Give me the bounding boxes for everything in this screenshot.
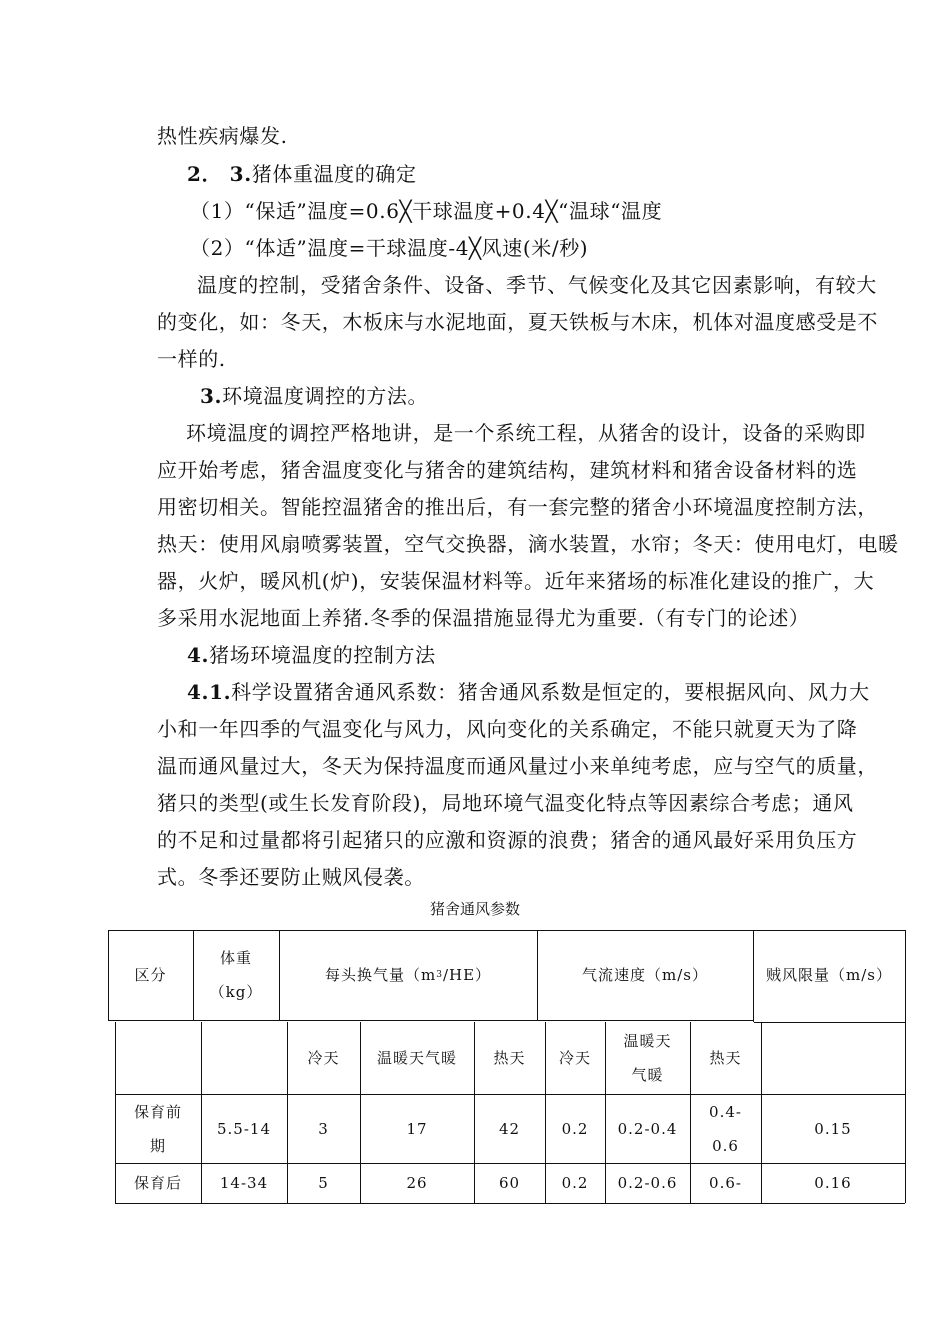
paragraph-line xyxy=(157,599,907,637)
paragraph-line xyxy=(157,488,907,526)
paragraph-line xyxy=(157,747,907,785)
header-air-exchange-unit: /HE） xyxy=(442,966,492,984)
table-cell-weight: 14-34 xyxy=(219,1174,269,1192)
table-border xyxy=(754,1022,905,1023)
table-cell xyxy=(690,1094,761,1163)
table-cell-weight: 5.5-14 xyxy=(216,1119,271,1138)
subheader-hot: 热天 xyxy=(493,1049,526,1067)
table-cell: 3 xyxy=(318,1119,329,1138)
table-cell: 26 xyxy=(406,1174,428,1192)
table-cell: 60 xyxy=(498,1174,521,1192)
table-cell: 0.16 xyxy=(814,1174,852,1192)
cell-text: 期 xyxy=(149,1136,166,1155)
text-line: 科学设置猪舍通风系数：猪舍通风系数是恒定的，要根据风向、风力大 xyxy=(231,680,870,704)
text-line: 的不足和过量都将引起猪只的应激和资源的浪费；猪舍的通风最好采用负压方 xyxy=(157,828,858,852)
text-line: 小和一年四季的气温变化与风力，风向变化的关系确定，不能只就夏天为了降 xyxy=(157,717,858,741)
section-title: 猪场环境温度的控制方法 xyxy=(209,643,436,667)
table-cell: 0.2 xyxy=(561,1174,589,1192)
table-cell-stage xyxy=(115,1094,201,1163)
table-cell: 5 xyxy=(318,1174,329,1192)
paragraph-line xyxy=(157,858,907,896)
cell-text: 0.6 xyxy=(712,1136,739,1155)
table-cell: 0.6- xyxy=(709,1174,742,1192)
text-line: 热性疾病爆发. xyxy=(157,124,288,148)
table-cell-stage: 保育后 xyxy=(133,1174,182,1192)
table-border xyxy=(905,930,906,1022)
subheader-hot: 热天 xyxy=(709,1049,742,1067)
header-weight xyxy=(193,930,279,1020)
paragraph-line xyxy=(157,710,907,748)
section-title: 环境温度调控的方法。 xyxy=(222,384,429,408)
formula-body: （2）“体适”温度=干球温度-4╳风速(米/秒) xyxy=(190,236,589,260)
subheader-cold: 冷天 xyxy=(307,1049,340,1067)
header-weight-label: 体重 xyxy=(219,949,252,967)
paragraph-line xyxy=(157,525,907,563)
subheader-cold: 冷天 xyxy=(558,1049,591,1067)
text-line: 热天：使用风扇喷雾装置，空气交换器，滴水装置，水帘；冬天：使用电灯，电暖 xyxy=(157,532,899,556)
section-heading-4 xyxy=(187,636,937,674)
subheader-warm: 温暖天气暖 xyxy=(376,1049,457,1067)
table-border xyxy=(115,1203,905,1204)
section-title: 猪体重温度的确定 xyxy=(251,162,417,186)
text-line: 用密切相关。智能控温猪舍的推出后，有一套完整的猪舍小环境温度控制方法， xyxy=(157,495,878,519)
text-line: 式。冬季还要防止贼风侵袭。 xyxy=(157,865,425,889)
header-weight-unit: （kg） xyxy=(209,983,263,1001)
text-line: 器，火炉，暖风机(炉)，安装保温材料等。近年来猪场的标准化建设的推广，大 xyxy=(157,569,875,593)
table-caption: 猪舍通风参数 xyxy=(429,900,520,918)
paragraph-line xyxy=(157,451,907,489)
subheader-text: 气暖 xyxy=(631,1066,664,1084)
formula-comfort: （1）“保适”温度=0.6╳干球温度+0.4╳“温球“温度 xyxy=(190,199,663,223)
formula-line xyxy=(190,192,940,230)
cell-text: 保育前 xyxy=(133,1102,182,1121)
table-cell: 42 xyxy=(498,1119,521,1138)
paragraph-line xyxy=(157,562,907,600)
section-heading-2-3 xyxy=(187,155,937,193)
table-border xyxy=(108,1020,754,1021)
subheader-text: 温暖天 xyxy=(623,1032,672,1050)
paragraph-line xyxy=(157,117,907,155)
paragraph-line xyxy=(187,673,937,711)
header-airflow: 气流速度（m/s） xyxy=(582,966,708,984)
text-line: 一样的. xyxy=(157,347,226,371)
text-line: 温度的控制，受猪舍条件、设备、季节、气候变化及其它因素影响，有较大 xyxy=(197,273,877,297)
section-number: 2． 3. xyxy=(187,162,252,186)
paragraph-line xyxy=(157,784,907,822)
table-cell: 0.15 xyxy=(814,1119,852,1138)
section-number: 4.1. xyxy=(187,680,232,704)
section-number: 4. xyxy=(187,643,210,667)
text-line: 温而通风量过大，冬天为保持温度而通风量过小来单纯考虑，应与空气的质量， xyxy=(157,754,878,778)
table-cell: 17 xyxy=(406,1119,428,1138)
paragraph-line xyxy=(157,340,907,378)
text-line: 猪只的类型(或生长发育阶段)，局地环境气温变化特点等因素综合考虑；通风 xyxy=(157,791,854,815)
header-air-exchange: 每头换气量（m 3 /HE） xyxy=(279,930,537,1020)
table-cell: 0.2 xyxy=(561,1119,589,1138)
cell-text: 0.4- xyxy=(709,1102,742,1121)
text-line: 多采用水泥地面上养猪.冬季的保温措施显得尤为重要.（有专门的论述） xyxy=(157,606,810,630)
table-cell: 0.2-0.4 xyxy=(617,1119,678,1138)
text-line: 的变化，如：冬天，木板床与水泥地面，夏天铁板与木床，机体对温度感受是不 xyxy=(157,310,878,334)
text-line: 应开始考虑，猪舍温度变化与猪舍的建筑结构，建筑材料和猪舍设备材料的选 xyxy=(157,458,858,482)
table-cell: 0.2-0.6 xyxy=(617,1174,678,1192)
section-heading-3 xyxy=(200,377,950,415)
paragraph-line xyxy=(186,414,936,452)
subheader-warm xyxy=(605,1022,690,1094)
table-border xyxy=(905,1022,906,1203)
text-line: 环境温度的调控严格地讲，是一个系统工程，从猪舍的设计，设备的采购即 xyxy=(186,421,866,445)
section-number: 3. xyxy=(200,384,223,408)
header-zone: 区分 xyxy=(134,966,167,984)
paragraph-line xyxy=(157,821,907,859)
formula-line xyxy=(190,229,940,267)
header-draft-limit: 贼风限量（m/s） xyxy=(766,966,892,984)
header-air-exchange-label: 每头换气量（m xyxy=(324,966,437,984)
paragraph-line xyxy=(157,303,907,341)
paragraph-line xyxy=(197,266,947,304)
